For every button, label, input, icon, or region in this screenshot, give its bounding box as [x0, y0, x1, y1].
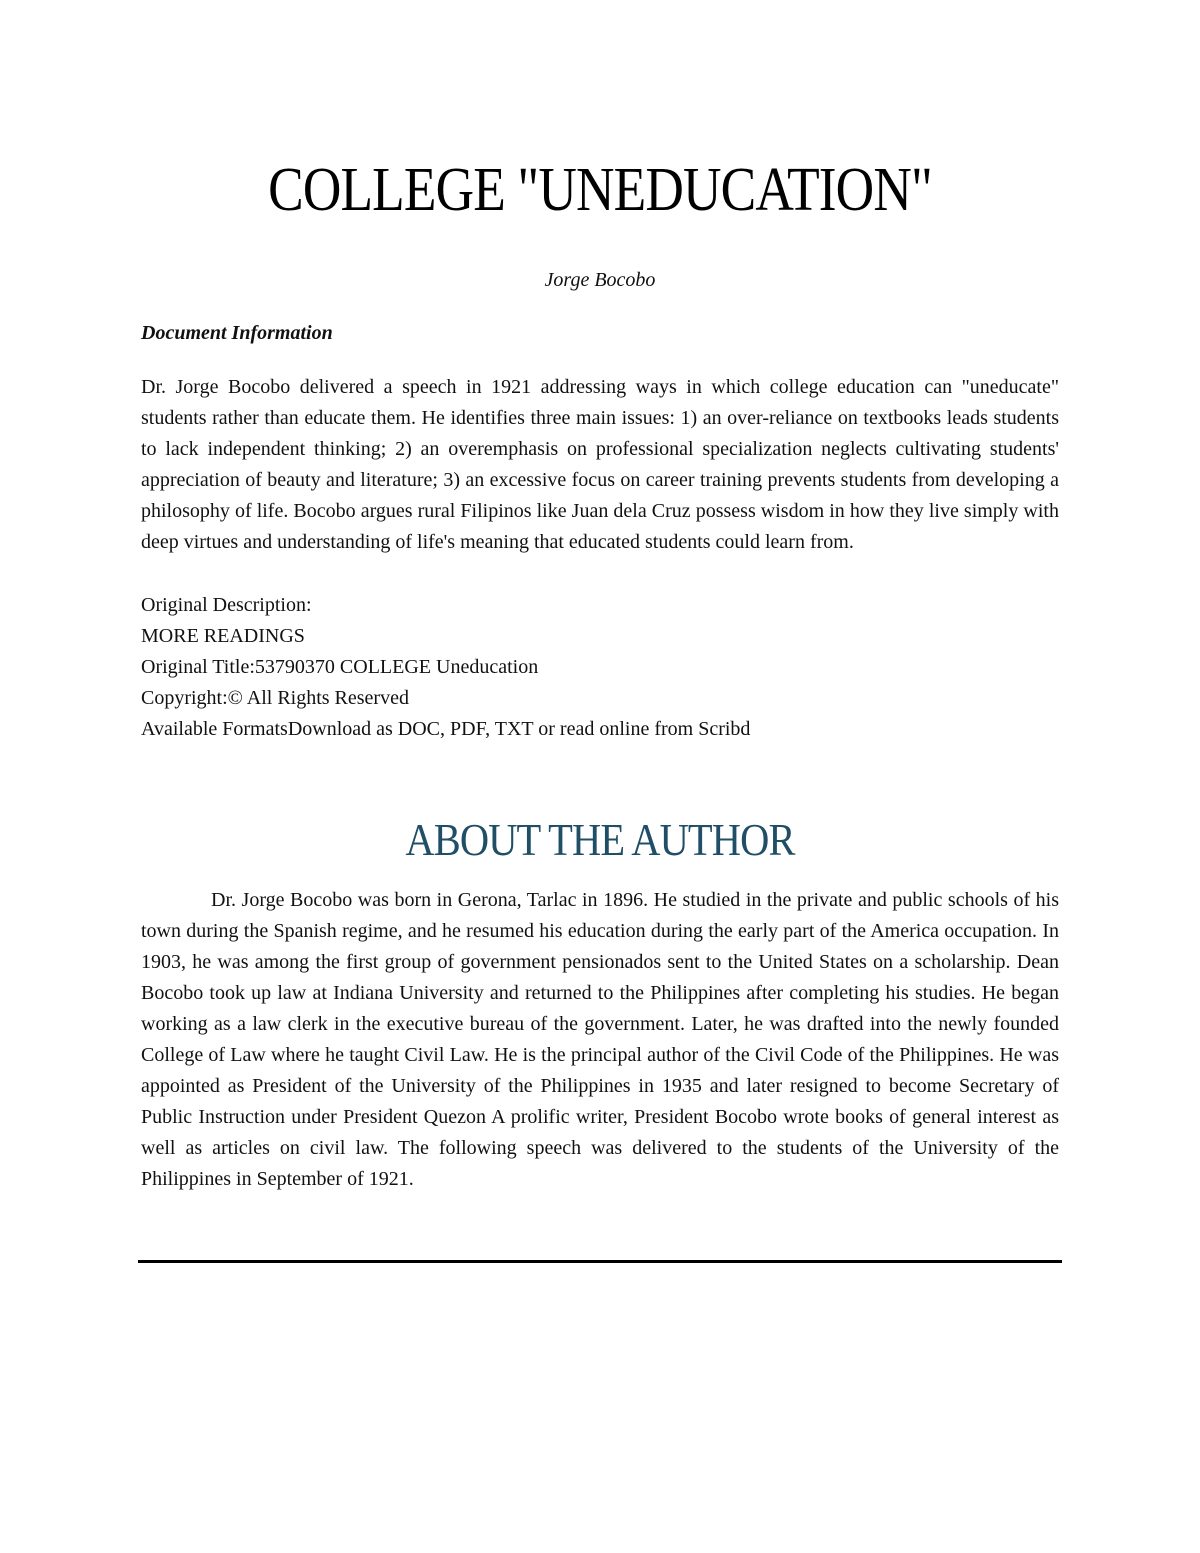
available-formats: Available FormatsDownload as DOC, PDF, TXT or read online from Scribd — [141, 718, 751, 740]
document-metadata — [141, 590, 1059, 745]
document-title: COLLEGE "UNEDUCATION" — [268, 156, 932, 224]
author-biography: Dr. Jorge Bocobo was born in Gerona, Tarlac in 1896. He studied in the private and public schools of his town during the Spanish regime, and he resumed his education during the early part of the America occupation. In 1903, he was among the first group of government pensionados sent to the United States on a scholarship. Dean Bocobo took up law at Indiana University and returned to the Philippines after completing his studies. He began working as a law clerk in the executive bureau of the government. Later, he was drafted into the newly founded College of Law where he taught Civil Law. He is the principal author of the Civil Code of the Philippines. He was appointed as President of the University of the Philippines in 1935 and later resigned to become Secretary of Public Instruction under President Quezon A prolific writer, President Bocobo wrote books of general interest as well as articles on civil law. The following speech was delivered to the students of the University of the Philippines in September of 1921. — [141, 889, 1059, 1190]
author-name: Jorge Bocobo — [544, 269, 656, 291]
copyright-notice: Copyright:© All Rights Reserved — [141, 687, 409, 709]
original-description-label: Original Description: — [141, 594, 312, 616]
about-the-author-heading: ABOUT THE AUTHOR — [405, 814, 795, 865]
original-description-value: MORE READINGS — [141, 625, 305, 647]
original-title: Original Title:53790370 COLLEGE Uneducation — [141, 656, 539, 678]
horizontal-divider — [138, 1260, 1062, 1263]
document-information-heading: Document Information — [141, 322, 333, 344]
document-summary: Dr. Jorge Bocobo delivered a speech in 1921 addressing ways in which college education can "uneducate" students rather than educate them. He identifies three main issues: 1) an over-reliance on textbooks leads students to lack independent thinking; 2) an overemphasis on professional specialization neglects cultivating students' appreciation of beauty and literature; 3) an excessive focus on career training prevents students from developing a philosophy of life. Bocobo argues rural Filipinos like Juan dela Cruz possess wisdom in how they live simply with deep virtues and understanding of life's meaning that educated students could learn from. — [141, 376, 1059, 553]
